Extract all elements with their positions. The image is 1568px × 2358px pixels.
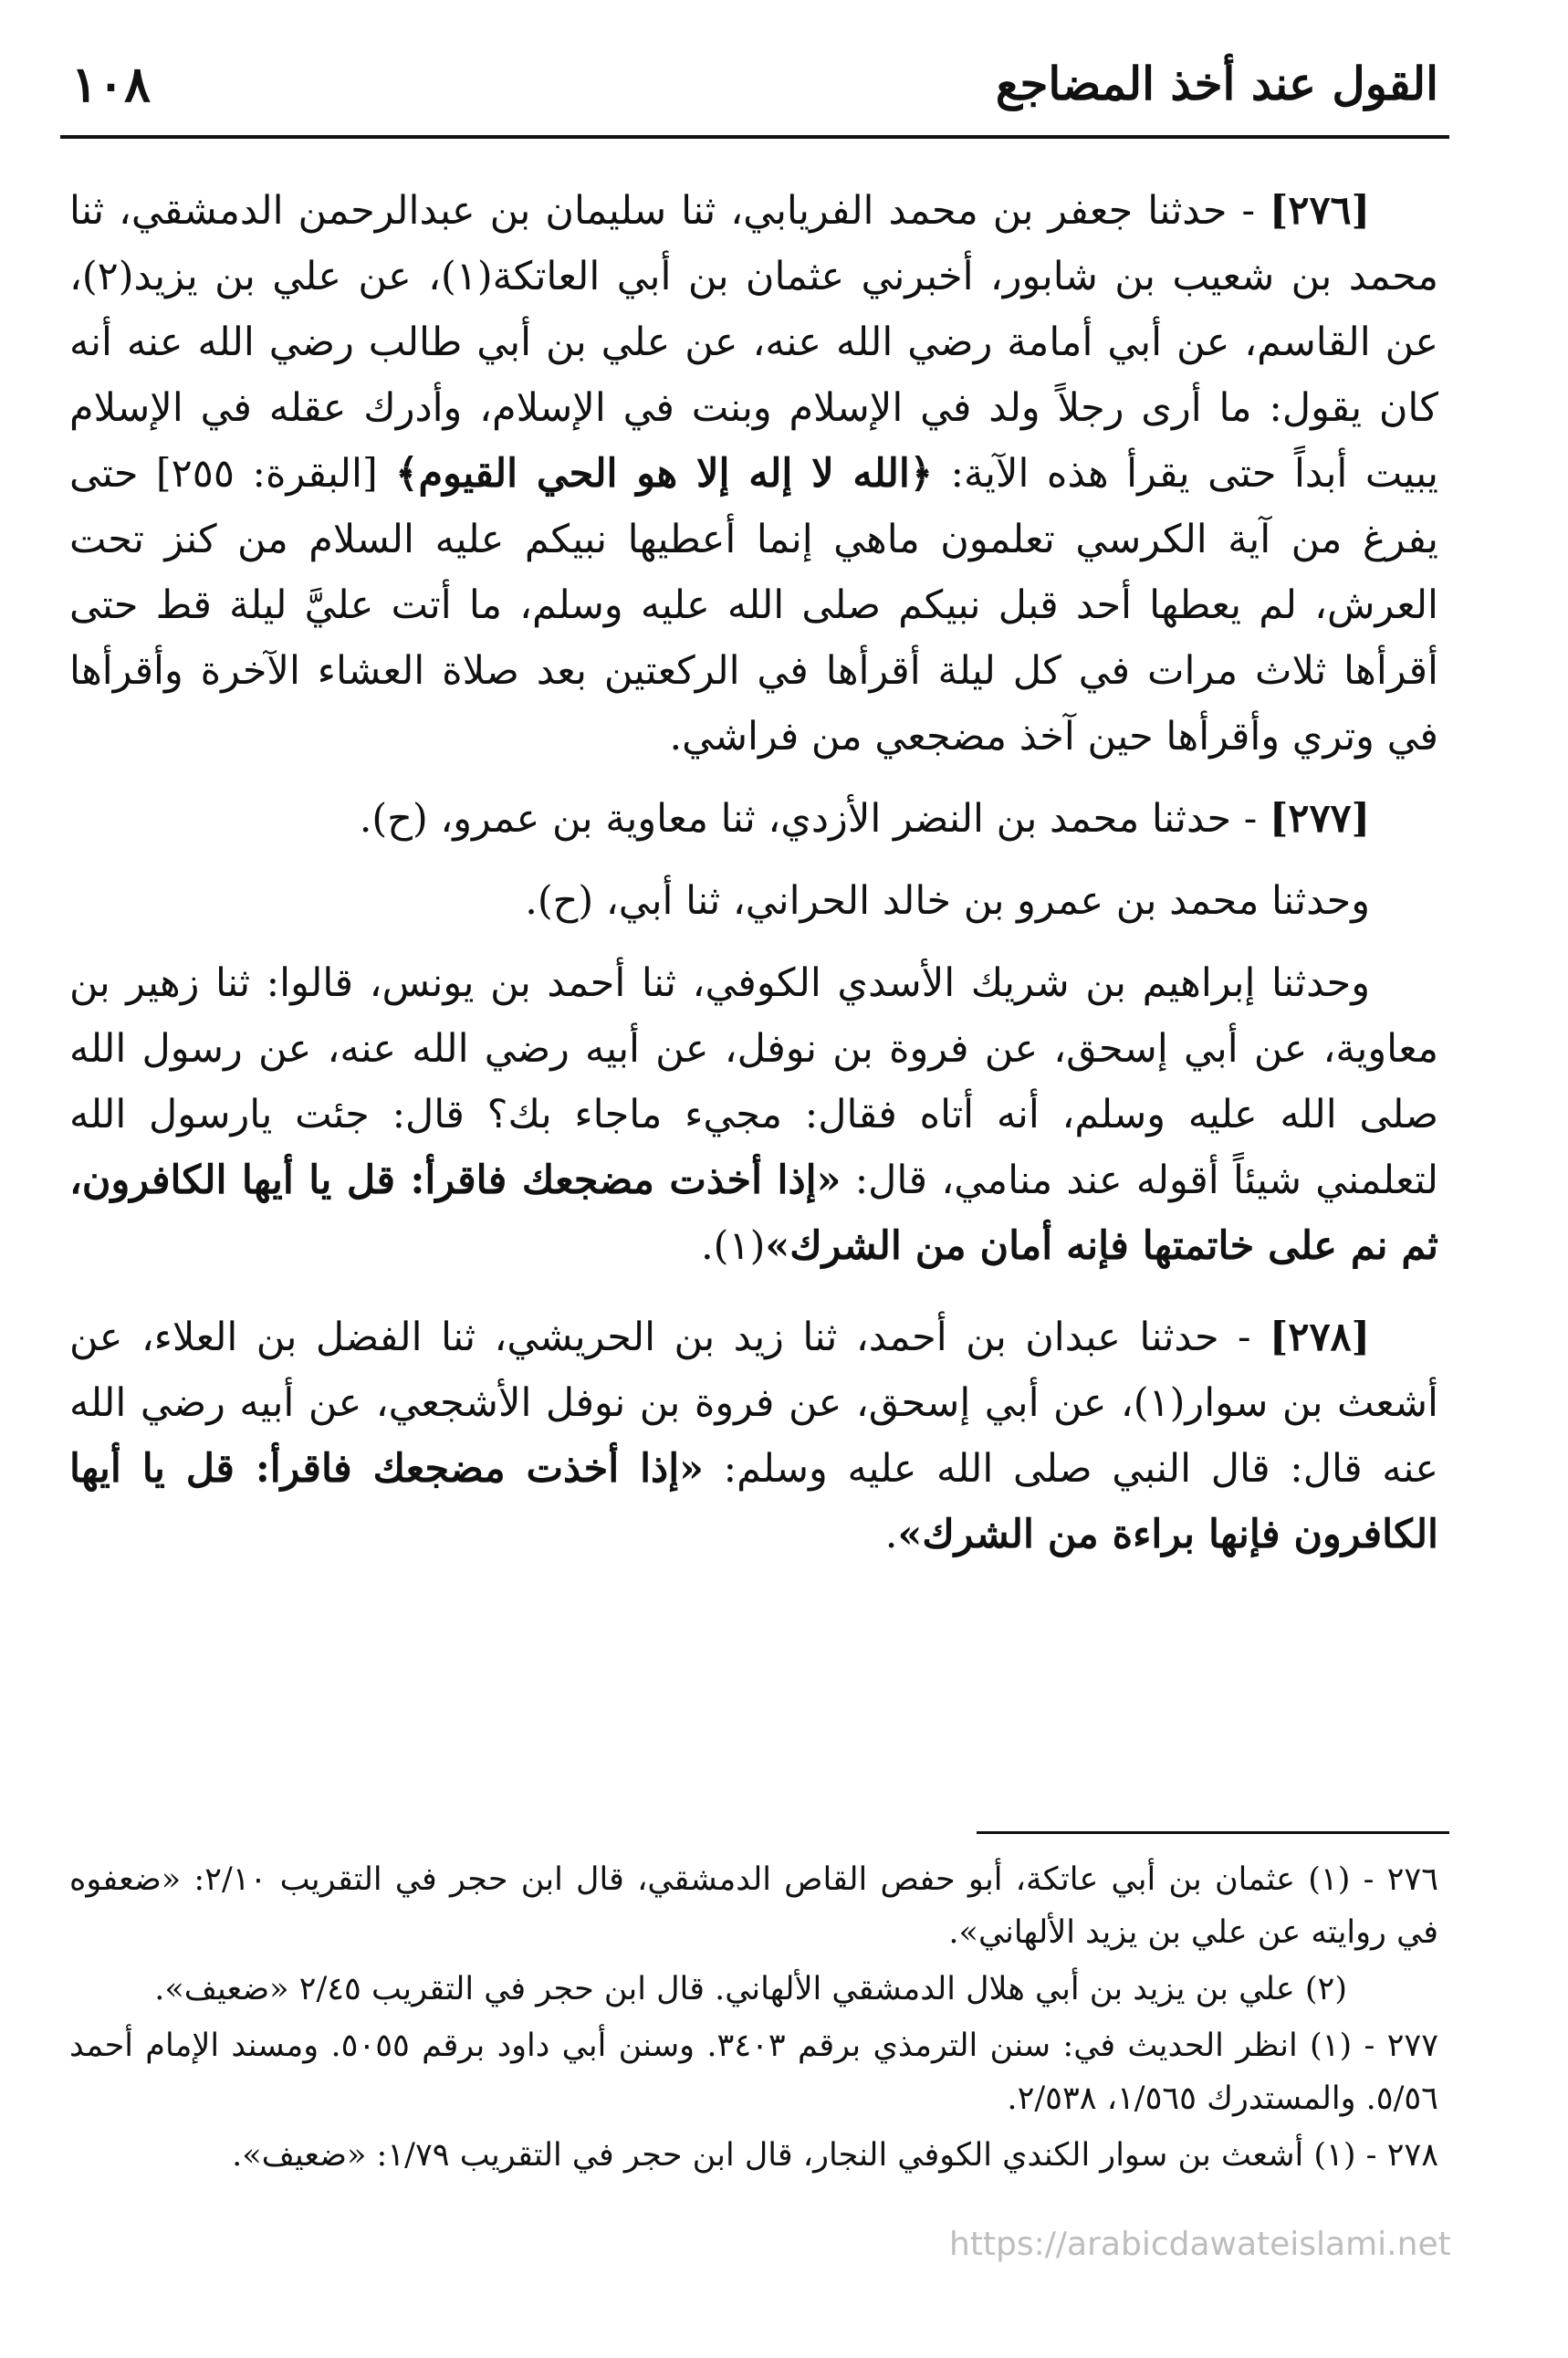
- main-text: [69, 178, 1438, 1567]
- prophetic-quote: «إذا أخذت مضجعك فاقرأ: قل يا أيها الكافرون فإنها براءة من الشرك»: [69, 1446, 1438, 1557]
- hadith-number: [٢٧٨]: [1269, 1315, 1370, 1360]
- hadith-text: وحدثنا إبراهيم بن شريك الأسدي الكوفي، ثنا أحمد بن يونس، قالوا: ثنا زهير بن معاوية، عن أبي إسحق، عن فروة بن نوفل، عن أبيه رضي الله عنه، عن رسول الله صلى الله عليه وسلم، أنه أتاه فقال: مجيء ماجاء بك؟ قال: جئت يارسول الله لتعلمني شيئاً أقوله عند منامي، قال:: [69, 960, 1438, 1203]
- hadith-number: [٢٧٧]: [1269, 796, 1370, 842]
- hadith-text: - حدثنا عبدان بن أحمد، ثنا زيد بن الحريشي، ثنا الفضل بن العلاء، عن أشعث بن سوار(١)، عن أبي إسحق، عن فروة بن نوفل الأشجعي، عن أبيه رضي الله عنه قال: قال النبي صلى الله عليه وسلم:: [69, 1315, 1438, 1492]
- footnote-277-1: ٢٧٧ - (١) انظر الحديث في: سنن الترمذي برقم ٣٤٠٣. وسنن أبي داود برقم ٥٠٥٥. ومسند الإمام أحمد ٥/٥٦. والمستدرك ١/٥٦٥، ٢/٥٣٨.: [69, 2028, 1439, 2117]
- page-number: ١٠٨: [71, 55, 152, 113]
- footnotes: [69, 1853, 1438, 2185]
- header-rule: [60, 135, 1449, 139]
- footnote-276-1: ٢٧٦ - (١) عثمان بن أبي عاتكة، أبو حفص القاص الدمشقي، قال ابن حجر في التقريب ٢/١٠: «ضعفوه في روايته عن علي بن يزيد الألهاني».: [69, 1861, 1439, 1951]
- running-title: القول عند أخذ المضاجع: [995, 57, 1438, 110]
- hadith-text-continued: (١).: [701, 1223, 766, 1269]
- hadith-text: - حدثنا محمد بن النضر الأزدي، ثنا معاوية بن عمرو، (ح).: [359, 796, 1270, 842]
- page-header: [60, 53, 1449, 135]
- hadith-text-continued: [البقرة: ٢٥٥] حتى يفرغ من آية الكرسي تعلمون ماهي إنما أعطيها نبيكم عليه السلام من كنز تحت العرش، لم يعطها أحد قبل نبيكم صلى الله عليه وسلم، ما أتت عليَّ ليلة قط حتى أقرأها ثلاث مرات في كل ليلة أقرأها في الركعتين بعد صلاة العشاء الآخرة وأقرأها في وتري وأقرأها حين آخذ مضجعي من فراشي.: [69, 451, 1438, 760]
- hadith-number: [٢٧٦]: [1269, 188, 1370, 234]
- footnote-276-2: (٢) علي بن يزيد بن أبي هلال الدمشقي الألهاني. قال ابن حجر في التقريب ٢/٤٥ «ضعيف».: [154, 1971, 1347, 2007]
- footnote-278-1: ٢٧٨ - (١) أشعث بن سوار الكندي الكوفي النجار، قال ابن حجر في التقريب ١/٧٩: «ضعيف».: [232, 2137, 1438, 2174]
- footnote-rule: [977, 1831, 1449, 1834]
- watermark-url: https://arabicdawateislami.net: [949, 2226, 1451, 2263]
- prophetic-quote: «إذا أخذت مضجعك فاقرأ: قل يا أيها الكافرون، ثم نم على خاتمتها فإنه أمان من الشرك»: [69, 1158, 1438, 1269]
- hadith-text: - حدثنا جعفر بن محمد الفريابي، ثنا سليمان بن عبدالرحمن الدمشقي، ثنا محمد بن شعيب بن شابور، أخبرني عثمان بن أبي العاتكة(١)، عن علي بن يزيد(٢)، عن القاسم، عن أبي أمامة رضي الله عنه، عن علي بن أبي طالب رضي الله عنه أنه كان يقول: ما أرى رجلاً ولد في الإسلام وبنت في الإسلام، وأدرك عقله في الإسلام يبيت أبداً حتى يقرأ هذه الآية:: [69, 188, 1439, 497]
- hadith-278: [69, 1305, 1438, 1567]
- hadith-277-chain-3: [69, 950, 1438, 1279]
- hadith-text-continued: .: [884, 1512, 898, 1557]
- hadith-277-chain-2: وحدثنا محمد بن عمرو بن خالد الحراني، ثنا أبي، (ح).: [525, 878, 1370, 924]
- quran-verse: ﴿الله لا إله إلا هو الحي القيوم﴾: [395, 451, 933, 497]
- hadith-277: [69, 786, 1438, 852]
- hadith-276: [69, 178, 1438, 770]
